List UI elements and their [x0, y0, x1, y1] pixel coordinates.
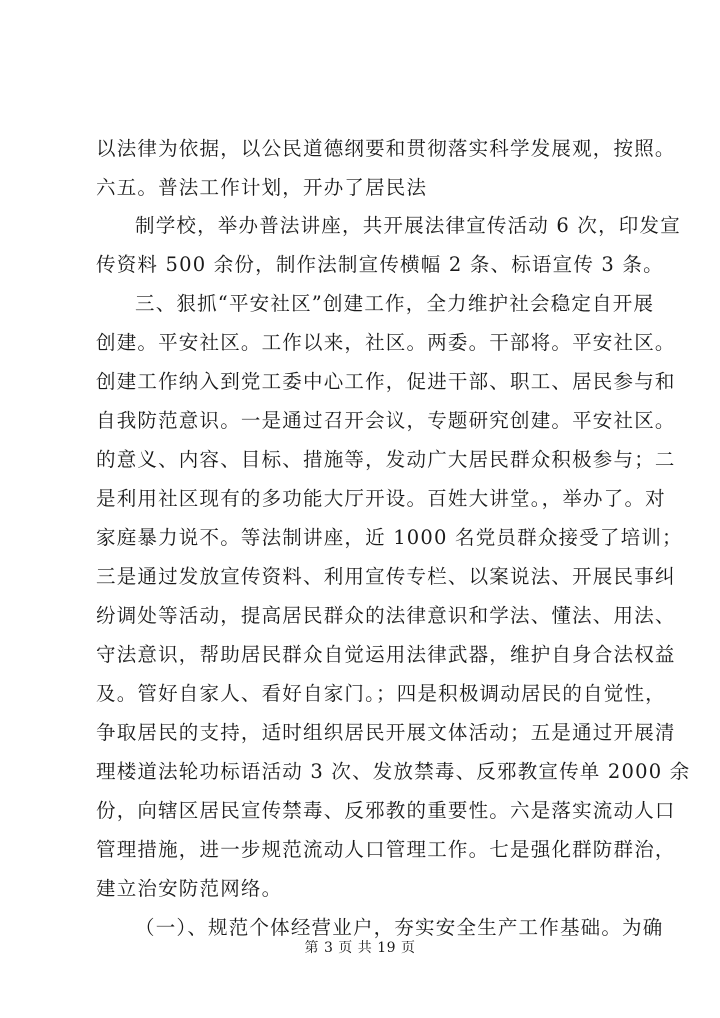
body-line-7: 创建工作纳入到党工委中心工作，促进干部、职工、居民参与和	[96, 370, 676, 393]
body-line-10: 是利用社区现有的多功能大厅开设。百姓大讲堂。，举办了。对	[96, 487, 666, 510]
body-line-17: 理楼道法轮功标语活动 3 次、发放禁毒、反邪教宣传单 2000 余	[96, 760, 691, 783]
body-line-8: 自我防范意识。一是通过召开会议，专题研究创建。平安社区。	[96, 409, 676, 432]
body-line-4: 传资料 500 余份，制作法制宣传横幅 2 条、标语宣传 3 条。	[96, 253, 664, 276]
body-line-9: 的意义、内容、目标、措施等，发动广大居民群众积极参与；二	[96, 448, 676, 471]
body-line-3: 制学校，举办普法讲座，共开展法律宣传活动 6 次，印发宣	[135, 214, 681, 237]
body-line-13: 纷调处等活动，提高居民群众的法律意识和学法、懂法、用法、	[96, 604, 676, 627]
body-line-14: 守法意识，帮助居民群众自觉运用法律武器，维护自身合法权益	[96, 643, 676, 666]
body-line-12: 三是通过发放宣传资料、利用宣传专栏、以案说法、开展民事纠	[96, 565, 676, 588]
body-line-15: 及。管好自家人、看好自家门。；四是积极调动居民的自觉性，	[96, 682, 666, 705]
body-line-19: 管理措施，进一步规范流动人口管理工作。七是强化群防群治，	[96, 838, 676, 861]
body-line-21: （一）、规范个体经营业户，夯实安全生产工作基础。为确	[135, 916, 664, 939]
body-line-16: 争取居民的支持，适时组织居民开展文体活动；五是通过开展清	[96, 721, 676, 744]
body-line-2: 六五。普法工作计划，开办了居民法	[96, 176, 428, 199]
body-line-6: 创建。平安社区。工作以来，社区。两委。干部将。平安社区。	[96, 331, 676, 354]
body-line-11: 家庭暴力说不。等法制讲座，近 1000 名党员群众接受了培训；	[96, 526, 683, 549]
body-line-20: 建立治安防范网络。	[96, 877, 283, 900]
body-line-1: 以法律为依据，以公民道德纲要和贯彻落实科学发展观，按照。	[96, 137, 676, 160]
body-line-18: 份，向辖区居民宣传禁毒、反邪教的重要性。六是落实流动人口	[96, 799, 676, 822]
body-line-5: 三、狠抓“平安社区”创建工作，全力维护社会稳定自开展	[135, 292, 655, 315]
page-number-footer: 第 3 页 共 19 页	[304, 940, 416, 956]
